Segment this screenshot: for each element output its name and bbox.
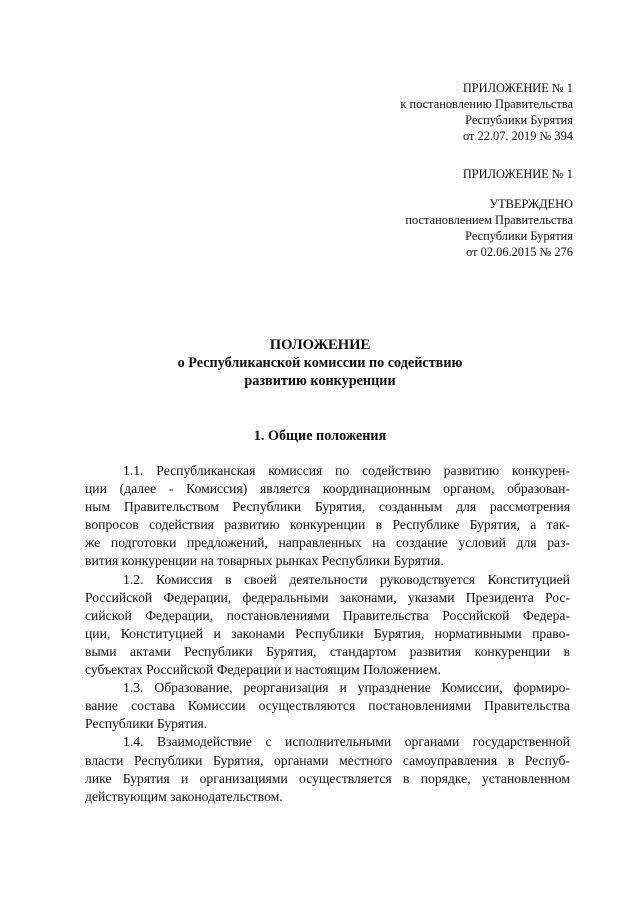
text-line: вития конкуренции на товарных рынках Республики Бурятия. [85, 553, 444, 569]
text-line: выми актами Республики Бурятия, стандартом развития конкуренции в [85, 643, 570, 659]
text-line: власти Республики Бурятия, органами местного самоуправления в Респуб- [85, 752, 570, 768]
annex-label: ПРИЛОЖЕНИЕ № 1 [462, 81, 573, 95]
annex-amendment-block [400, 80, 573, 144]
text-line: субъектах Российской Федерации и настоящим Положением. [85, 662, 441, 678]
approval-date-number: от 02.06.2015 № 276 [466, 245, 573, 259]
text-line: 1.2. Комиссия в своей деятельности руководствуется Конституцией [123, 571, 570, 587]
text-line: Российской Федерации, федеральными законами, указами Президента Рос- [85, 589, 570, 605]
annex-original-block [463, 166, 573, 182]
annex-original-label: ПРИЛОЖЕНИЕ № 1 [462, 167, 573, 181]
text-line: 1.1. Республиканская комиссия по содействию развитию конкурен- [123, 463, 570, 478]
text-line: вопросов содействия развитию конкуренции в Республике Бурятия, а так- [85, 517, 570, 533]
approval-resolution-ref: постановлением Правительства [405, 213, 573, 227]
title-main: ПОЛОЖЕНИЕ [269, 337, 371, 353]
text-line: ным Правительством Республики Бурятия, созданным для рассмотрения [85, 499, 570, 515]
section-heading: 1. Общие положения [253, 428, 387, 444]
text-line: же подготовки предложений, направленных на создание условий для раз- [85, 535, 570, 551]
approval-block [405, 196, 573, 260]
text-line: ции (далее - Комиссия) является координационным органом, образован- [85, 481, 570, 497]
approval-label: УТВЕРЖДЕНО [489, 197, 573, 211]
text-line: лике Бурятия и организациями осуществляется в порядке, установленном [85, 770, 570, 786]
annex-republic: Республики Бурятия [465, 113, 573, 127]
approval-republic: Республики Бурятия [465, 229, 573, 243]
text-line: действующим законодательством. [85, 788, 283, 804]
text-line: вание состава Комиссии осуществляются постановлениями Правительства [85, 698, 570, 714]
annex-date-number: от 22.07. 2019 № 394 [462, 129, 573, 143]
text-line: 1.3. Образование, реорганизация и упразднение Комиссии, формиро- [123, 680, 570, 696]
title-subtitle-line2: развитию конкуренции [244, 373, 396, 389]
text-line: сийской Федерации, постановлениями Правительства Российской Федера- [85, 607, 570, 623]
title-subtitle-line1: о Республиканской комиссии по содействию [177, 355, 463, 371]
section-body [85, 462, 570, 806]
text-line: ции, Конституцией и законами Республики Бурятия, нормативными право- [85, 625, 570, 641]
text-line: Республики Бурятия. [85, 716, 208, 732]
text-line: 1.4. Взаимодействие с исполнительными органами государственной [123, 734, 570, 750]
document-title [60, 336, 580, 390]
annex-resolution-ref: к постановлению Правительства [400, 97, 573, 111]
